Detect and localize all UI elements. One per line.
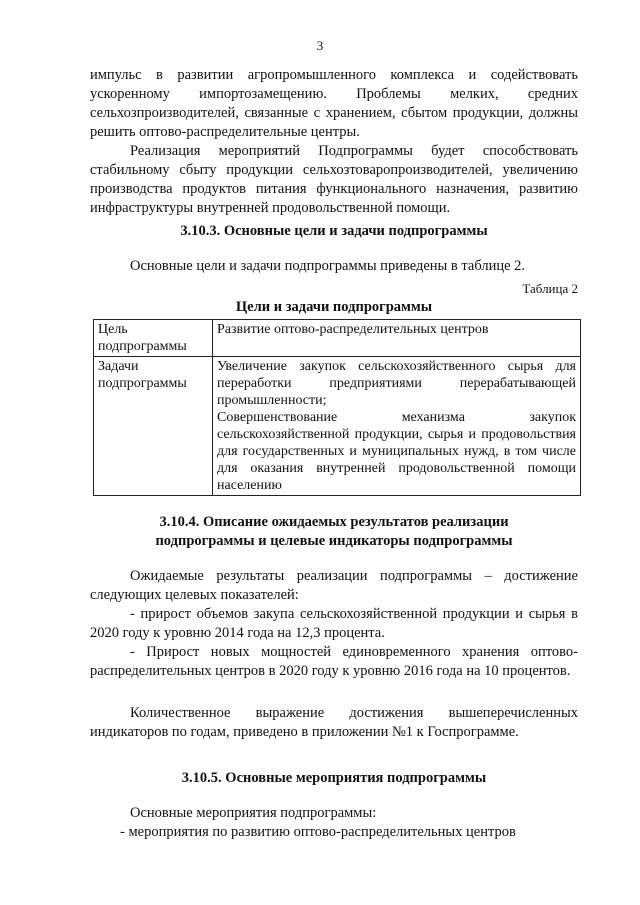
table-cell-goal-label: Цель подпрограммы (94, 320, 213, 357)
section-heading-3-10-4-line-1: 3.10.4. Описание ожидаемых результатов реализации (159, 514, 509, 530)
table-cell-tasks-label: Задачи подпрограммы (94, 357, 213, 496)
table-title: Цели и задачи подпрограммы (235, 299, 433, 315)
table-row (94, 320, 581, 357)
table-cell-goal-value: Развитие оптово-распределительных центров (213, 320, 581, 357)
indicator-item-1: - прирост объемов закупа сельскохозяйственной продукции и сырья в 2020 году к уровню 2014 года на 12,3 процента. (90, 606, 578, 641)
section-heading-3-10-4-line-2: подпрограммы и целевые индикаторы подпрограммы (155, 533, 513, 549)
table-label: Таблица 2 (522, 281, 578, 296)
task-item: Увеличение закупок сельскохозяйственного сырья для переработки предприятиями перерабатывающей промышленности; (217, 359, 576, 408)
section-3-10-3-text: Основные цели и задачи подпрограммы приведены в таблице 2. (130, 258, 526, 274)
page-number: 3 (316, 38, 324, 53)
section-heading-3-10-5: 3.10.5. Основные мероприятия подпрограммы (181, 770, 487, 786)
section-3-10-4-paragraph-2: Количественное выражение достижения вышеперечисленных индикаторов по годам, приведено в приложении №1 к Госпрограмме. (90, 705, 578, 740)
task-item: Совершенствование механизма закупок сельскохозяйственной продукции, сырья и продовольствия для государственных и муниципальных нужд, в том числе для оказания внутренней продовольственной помощи населению (217, 410, 576, 493)
intro-paragraph-2: Реализация мероприятий Подпрограммы будет способствовать стабильному сбыту продукции сельхозтоваропроизводителей, увеличению производства продуктов питания функционального назначения, развитию инфраструктуры внутренней продовольственной помощи. (90, 143, 578, 216)
indicator-item-2: - Прирост новых мощностей единовременного хранения оптово-распределительных центров в 2020 году к уровню 2016 года на 10 процентов. (90, 644, 578, 679)
goals-table (93, 319, 581, 496)
table-row (94, 357, 581, 496)
activity-item-1: - мероприятия по развитию оптово-распределительных центров (120, 824, 516, 840)
section-3-10-4-paragraph-1: Ожидаемые результаты реализации подпрограммы – достижение следующих целевых показателей: (90, 568, 578, 603)
section-heading-3-10-3: 3.10.3. Основные цели и задачи подпрограммы (180, 223, 488, 239)
section-3-10-5-text: Основные мероприятия подпрограммы: (130, 805, 377, 821)
intro-paragraph-1: импульс в развитии агропромышленного комплекса и содействовать ускоренному импортозамещению. Проблемы мелких, средних сельхозпроизводителей, связанные с хранением, сбытом продукции, должны решить оптово-распределительные центры. (90, 67, 578, 140)
table-cell-tasks-value (213, 357, 581, 496)
